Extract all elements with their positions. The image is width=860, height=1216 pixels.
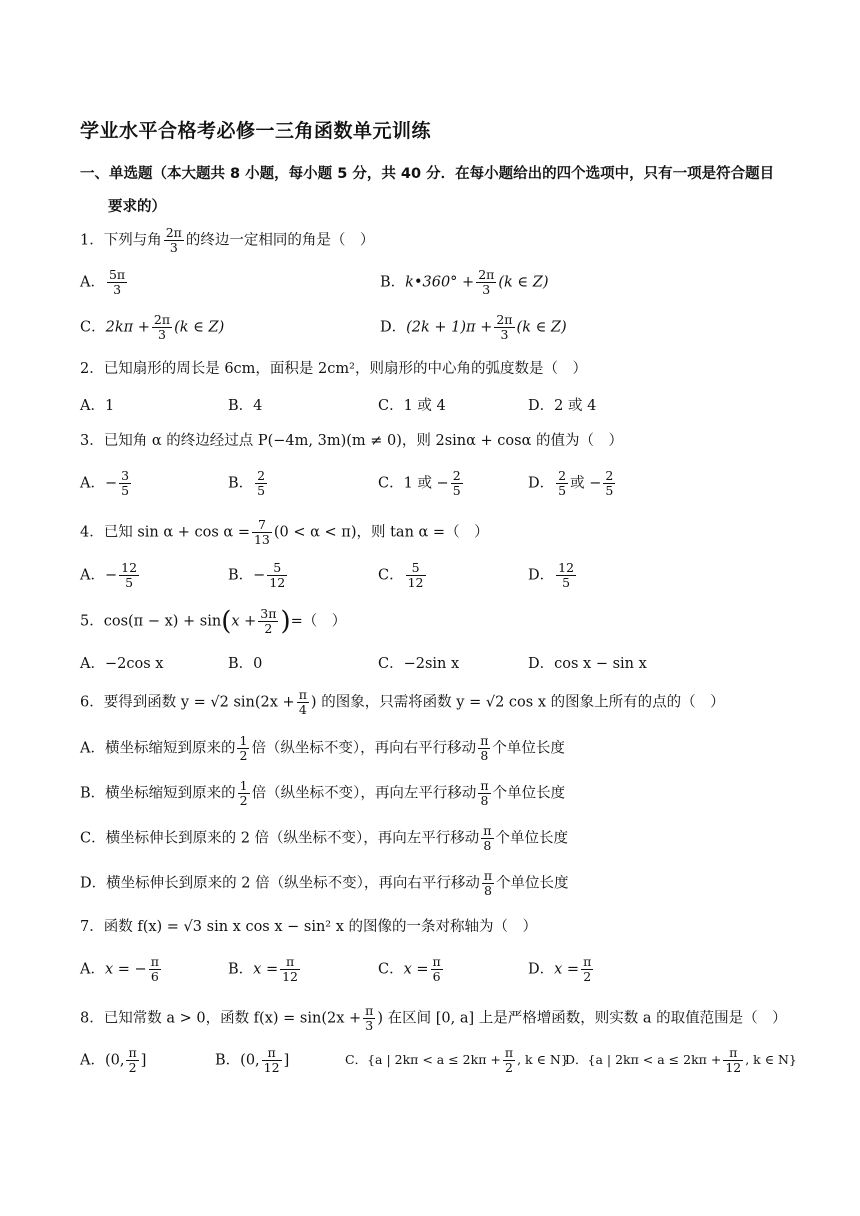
q6-option-c[interactable]: C．横坐标伸长到原来的 2 倍（纵坐标不变），再向左平行移动 $\frac{\pi}{8}$ 个单位长度 <box>80 823 569 853</box>
q2-option-d[interactable]: D．2 或 4 <box>528 398 597 414</box>
q7-option-c[interactable]: C．x = $\frac{\pi}{6}$ <box>378 954 441 984</box>
question-8: 8．已知常数 a > 0，函数 f(x) = sin(2x + $\frac{\pi}{3}$ ) 在区间 [0, a] 上是严格增函数，则实数 a 的取值范围是（ ） <box>80 1003 787 1033</box>
q3-option-a[interactable]: A．− $\frac{3}{5}$ <box>80 468 130 498</box>
section-heading-line1: 一、单选题（本大题共 8 小题，每小题 5 分，共 40 分．在每小题给出的四个选项中，只有一项是符合题目 <box>80 166 775 182</box>
q8-option-a[interactable]: A．(0, $\frac{\pi}{2}$ ] <box>80 1045 147 1075</box>
q8-option-b[interactable]: B．(0, $\frac{\pi}{12}$ ] <box>215 1045 290 1075</box>
q5-option-d[interactable]: D．cos x − sin x <box>528 656 647 672</box>
q1-option-b[interactable]: B．k•360° + $\frac{2\pi}{3}$ (k ∈ Z) <box>380 267 549 297</box>
section-heading <box>80 158 800 224</box>
q6-option-d[interactable]: D．横坐标伸长到原来的 2 倍（纵坐标不变），再向右平行移动 $\frac{\pi}{8}$ 个单位长度 <box>80 868 569 898</box>
q7-option-b[interactable]: B．x = $\frac{\pi}{12}$ <box>228 954 298 984</box>
q5-option-c[interactable]: C．−2sin x <box>378 656 460 672</box>
fraction: $\frac{2\pi}{3}$ <box>165 225 182 255</box>
question-2: 2．已知扇形的周长是 6cm，面积是 2cm²，则扇形的中心角的弧度数是（ ） <box>80 361 587 377</box>
q7-option-a[interactable]: A．x = − $\frac{\pi}{6}$ <box>80 954 159 984</box>
page-title: 学业水平合格考必修一三角函数单元训练 <box>80 120 432 142</box>
question-1: 1．下列与角 $\frac{2\pi}{3}$ 的终边一定相同的角是（ ） <box>80 225 375 255</box>
q3-option-b[interactable]: B． $\frac{2}{5}$ <box>228 468 266 498</box>
question-4: 4．已知 sin α + cos α = $\frac{7}{13}$ (0 < α < π)，则 tan α =（ ） <box>80 517 489 547</box>
q3-option-d[interactable]: D． $\frac{2}{5}$ 或 − $\frac{2}{5}$ <box>528 468 614 498</box>
q2-option-c[interactable]: C．1 或 4 <box>378 398 446 414</box>
q4-option-b[interactable]: B．− $\frac{5}{12}$ <box>228 560 286 590</box>
q2-option-b[interactable]: B．4 <box>228 398 263 414</box>
question-5: 5．cos(π − x) + sin(x + $\frac{3\pi}{2}$ )=（ ） <box>80 606 347 637</box>
question-3: 3．已知角 α 的终边经过点 P(−4m, 3m)(m ≠ 0)，则 2sinα + cosα 的值为（ ） <box>80 433 623 449</box>
q6-option-b[interactable]: B．横坐标缩短到原来的 $\frac{1}{2}$ 倍（纵坐标不变），再向左平行移动 $\frac{\pi}{8}$ 个单位长度 <box>80 778 566 808</box>
q3-option-c[interactable]: C．1 或 − $\frac{2}{5}$ <box>378 468 461 498</box>
section-heading-line2: 要求的） <box>108 199 166 215</box>
q6-option-a[interactable]: A．横坐标缩短到原来的 $\frac{1}{2}$ 倍（纵坐标不变），再向右平行移动 $\frac{\pi}{8}$ 个单位长度 <box>80 733 565 763</box>
q8-option-d[interactable]: D．{a | 2kπ < a ≤ 2kπ + $\frac{\pi}{12}$ , k ∈ N} <box>565 1045 797 1075</box>
question-7: 7．函数 f(x) = √3 sin x cos x − sin² x 的图像的一条对称轴为（ ） <box>80 919 538 935</box>
q4-option-a[interactable]: A．− $\frac{12}{5}$ <box>80 560 138 590</box>
q2-option-a[interactable]: A．1 <box>80 398 115 414</box>
q5-option-a[interactable]: A．−2cos x <box>80 656 164 672</box>
q7-option-d[interactable]: D．x = $\frac{\pi}{2}$ <box>528 954 592 984</box>
question-6: 6．要得到函数 y = √2 sin(2x + $\frac{\pi}{4}$ ) 的图象，只需将函数 y = √2 cos x 的图象上所有的点的（ ） <box>80 687 725 717</box>
q4-option-d[interactable]: D． $\frac{12}{5}$ <box>528 560 575 590</box>
q1-option-d[interactable]: D．(2k + 1)π + $\frac{2\pi}{3}$ (k ∈ Z) <box>380 312 567 342</box>
q1-option-c[interactable]: C．2kπ + $\frac{2\pi}{3}$ (k ∈ Z) <box>80 312 225 342</box>
q1-option-a[interactable]: A． $\frac{5\pi}{3}$ <box>80 267 126 297</box>
q4-option-c[interactable]: C． $\frac{5}{12}$ <box>378 560 424 590</box>
q5-option-b[interactable]: B．0 <box>228 656 263 672</box>
q8-option-c[interactable]: C．{a | 2kπ < a ≤ 2kπ + $\frac{\pi}{2}$ , k ∈ N} <box>345 1045 569 1075</box>
